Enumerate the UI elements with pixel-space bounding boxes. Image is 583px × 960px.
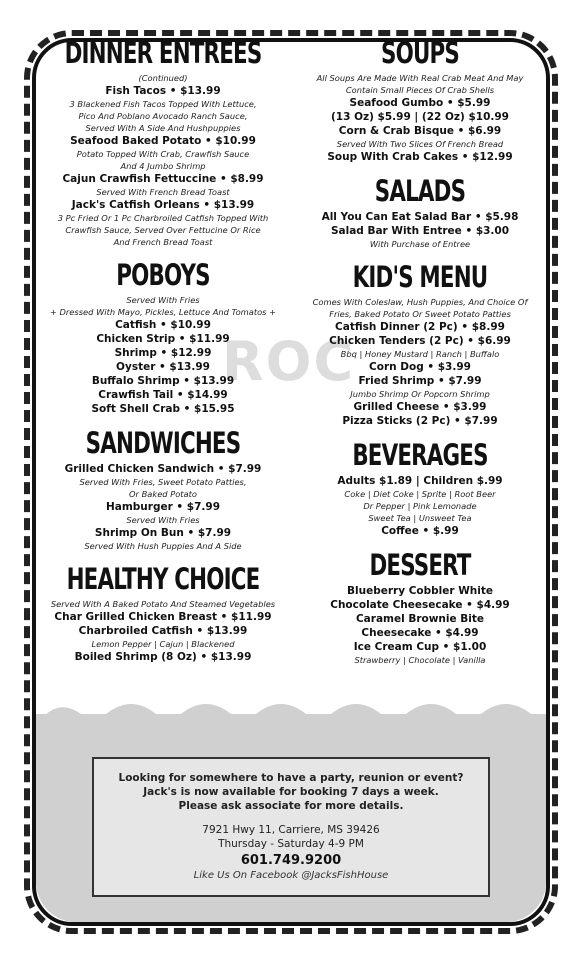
menu-item: Fried Shrimp • $7.99 [358,375,482,387]
menu-item-description: 3 Blackened Fish Tacos Topped With Lettuce, [69,99,257,109]
menu-item: Cajun Crawfish Fettuccine • $8.99 [62,173,264,185]
menu-item: Fish Tacos • $13.99 [105,85,221,97]
menu-item: Catfish Dinner (2 Pc) • $8.99 [335,321,505,333]
menu-item: Boiled Shrimp (8 Oz) • $13.99 [74,651,252,663]
menu-item: Shrimp On Bun • $7.99 [94,527,232,539]
menu-item-description: Served With Two Slices Of French Bread [336,139,504,149]
menu-item: Charbroiled Catfish • $13.99 [78,625,248,637]
menu-item: (13 Oz) $5.99 | (22 Oz) $10.99 [331,111,509,123]
menu-item: Chocolate Cheesecake • $4.99 [330,599,510,611]
menu-item-description: Served With A Baked Potato And Steamed Vegetables [50,599,276,609]
menu-item: Buffalo Shrimp • $13.99 [91,375,235,387]
left-column [40,38,286,664]
poboys-section [40,260,286,416]
section-title: BEVERAGES [352,438,488,472]
menu-item: Blueberry Cobbler White [347,585,493,597]
section-title: DESSERT [369,548,471,582]
menu-item-description: Bbq | Honey Mustard | Ranch | Buffalo [340,349,500,359]
menu-item-description: And 4 Jumbo Shrimp [120,161,206,171]
menu-item-description: + Dressed With Mayo, Pickles, Lettuce And Tomatos + [49,307,277,317]
menu-item-description: Served With Hush Puppies And A Side [84,541,242,551]
promo-line: Jack's is now available for booking 7 days a week. [143,786,439,798]
menu-item: Oyster • $13.99 [116,361,210,373]
menu-item-description: Served With Fries, Sweet Potato Patties, [79,477,247,487]
menu-item: Corn Dog • $3.99 [369,361,471,373]
menu-item: Soup With Crab Cakes • $12.99 [327,151,513,163]
menu-item-description: Fries, Baked Potato Or Sweet Potato Patties [329,309,511,319]
section-title: SANDWICHES [85,426,241,460]
watermark: ROC [222,330,356,393]
section-title: SOUPS [381,36,459,70]
menu-item-description: Served With Fries [126,295,200,305]
sandwiches-section [40,428,286,552]
menu-item: Pizza Sticks (2 Pc) • $7.99 [342,415,498,427]
menu-item-description: Served With French Bread Toast [96,187,230,197]
menu-item-description: Strawberry | Chocolate | Vanilla [354,655,486,665]
menu-item-description: Served With A Side And Hushpuppies [85,123,241,133]
soups-section [300,38,540,164]
section-title: HEALTHY CHOICE [66,562,260,596]
menu-item-description: Served With Fries [126,515,200,525]
menu-item: Seafood Baked Potato • $10.99 [70,135,256,147]
menu-item: Chicken Tenders (2 Pc) • $6.99 [329,335,511,347]
menu-item-description: Sweet Tea | Unsweet Tea [368,513,472,523]
menu-item: Chicken Strip • $11.99 [96,333,230,345]
menu-item: Jack's Catfish Orleans • $13.99 [71,199,255,211]
menu-item: Grilled Chicken Sandwich • $7.99 [64,463,262,475]
right-column [300,38,540,666]
menu-item: All You Can Eat Salad Bar • $5.98 [321,211,519,223]
phone-number[interactable]: 601.749.9200 [240,853,342,868]
menu-item-description: Contain Small Pieces Of Crab Shells [345,85,495,95]
menu-item-description: (Continued) [138,73,188,83]
menu-item: Crawfish Tail • $14.99 [98,389,228,401]
menu-item: Seafood Gumbo • $5.99 [349,97,491,109]
menu-item: Shrimp • $12.99 [114,347,212,359]
promo-line: Please ask associate for more details. [178,800,404,812]
menu-item-description: Crawfish Sauce, Served Over Fettucine Or Rice [65,225,261,235]
menu-item: Catfish • $10.99 [115,319,211,331]
hours: Thursday - Saturday 4-9 PM [218,838,364,850]
menu-item: Cheesecake • $4.99 [361,627,479,639]
promo-line: Looking for somewhere to have a party, reunion or event? [118,772,464,784]
menu-item-description: Dr Pepper | Pink Lemonade [363,501,477,511]
beverages-section [300,440,540,538]
menu-item-description: Pico And Poblano Avocado Ranch Sauce, [78,111,248,121]
menu-item: Coffee • $.99 [381,525,459,537]
address: 7921 Hwy 11, Carriere, MS 39426 [202,824,380,836]
facebook-link[interactable]: Like Us On Facebook @JacksFishHouse [193,870,389,881]
promo-box [92,757,490,897]
section-title: KID'S MENU [352,260,488,294]
menu-item-description: Jumbo Shrimp Or Popcorn Shrimp [350,389,490,399]
dessert-section [300,550,540,666]
salads-section [300,176,540,250]
menu-item: Caramel Brownie Bite [355,613,485,625]
healthy-section [40,564,286,664]
menu-item: Grilled Cheese • $3.99 [353,401,487,413]
menu-item-description: And French Bread Toast [113,237,213,247]
menu-item-description: Lemon Pepper | Cajun | Blackened [91,639,235,649]
menu-item: Hamburger • $7.99 [105,501,221,513]
menu-item-description: Or Baked Potato [129,489,197,499]
menu-item: Adults $1.89 | Children $.99 [337,475,503,487]
menu-item: Corn & Crab Bisque • $6.99 [338,125,502,137]
section-title: SALADS [374,174,466,208]
menu-item: Soft Shell Crab • $15.95 [91,403,235,415]
menu-item-description: With Purchase of Entree [369,239,471,249]
section-title: DINNER ENTREES [64,36,262,70]
menu-item: Char Grilled Chicken Breast • $11.99 [54,611,272,623]
dinner-section [40,38,286,248]
menu-item-description: Comes With Coleslaw, Hush Puppies, And Choice Of [312,297,528,307]
menu-item: Ice Cream Cup • $1.00 [353,641,487,653]
menu-item: Salad Bar With Entree • $3.00 [330,225,510,237]
menu-item-description: All Soups Are Made With Real Crab Meat And May [316,73,524,83]
menu-item-description: Potato Topped With Crab, Crawfish Sauce [76,149,250,159]
menu-item-description: 3 Pc Fried Or 1 Pc Charbroiled Catfish Topped With [57,213,269,223]
section-title: POBOYS [116,258,210,292]
kids-section [300,262,540,428]
menu-item-description: Coke | Diet Coke | Sprite | Root Beer [344,489,496,499]
